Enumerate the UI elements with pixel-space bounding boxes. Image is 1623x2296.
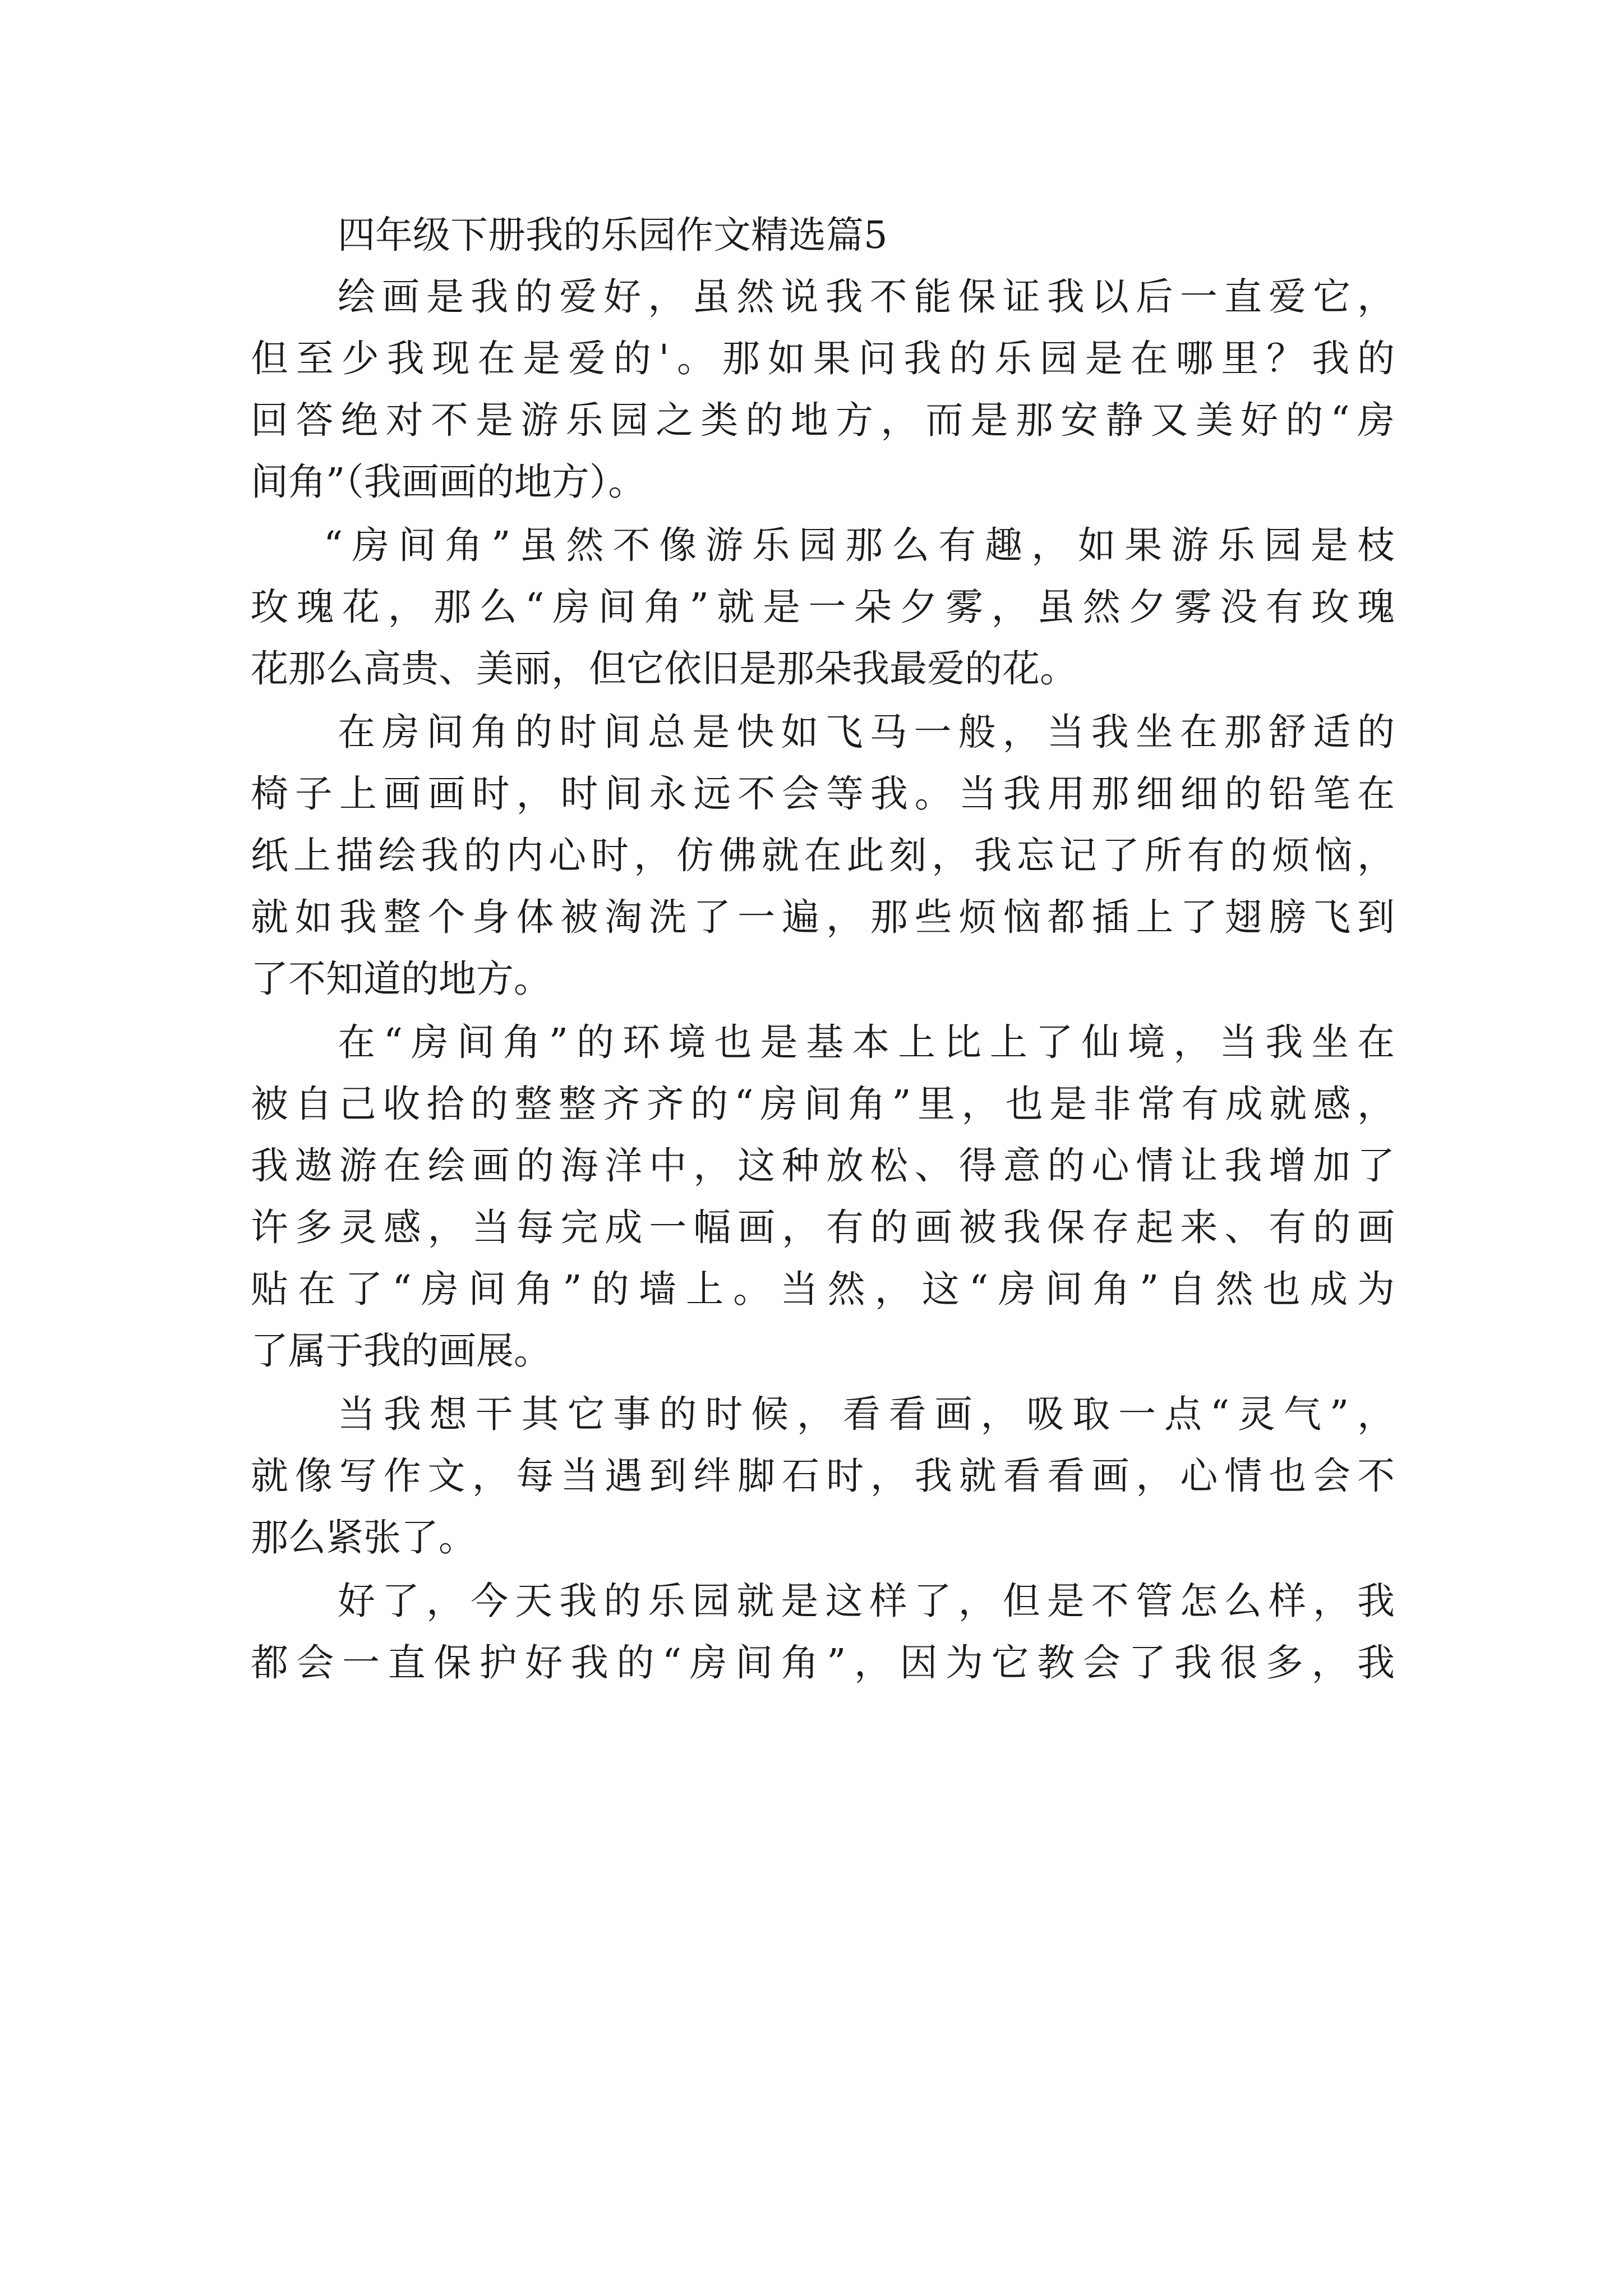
text-line: 好了，今天我的乐园就是这样了，但是不管怎么样，我 — [338, 1579, 1395, 1623]
text-line: 许多灵感，当每完成一幅画，有的画被我保存起来、有的画 — [251, 1205, 1395, 1249]
text-line: 花那么高贵、美丽，但它依旧是那朵我最爱的花。 — [251, 647, 1077, 691]
text-line: 玫瑰花，那么“房间角”就是一朵夕雾，虽然夕雾没有玫瑰 — [251, 585, 1395, 629]
text-line: 在“房间角”的环境也是基本上比上了仙境，当我坐在 — [338, 1020, 1395, 1064]
text-line: 纸上描绘我的内心时，仿佛就在此刻，我忘记了所有的烦恼， — [251, 834, 1395, 877]
text-line: “房间角”虽然不像游乐园那么有趣，如果游乐园是枝 — [324, 523, 1395, 567]
text-line: 回答绝对不是游乐园之类的地方，而是那安静又美好的“房 — [251, 398, 1395, 442]
text-line: 都会一直保护好我的“房间角”，因为它教会了我很多，我 — [251, 1641, 1395, 1685]
text-line: 但至少我现在是爱的'。那如果问我的乐园是在哪里？我的 — [251, 337, 1395, 380]
text-line: 间角”（我画画的地方）。 — [251, 460, 646, 504]
text-line: 我遨游在绘画的海洋中，这种放松、得意的心情让我增加了 — [251, 1144, 1395, 1188]
text-line: 当我想干其它事的时候，看看画，吸取一点“灵气”， — [338, 1392, 1395, 1436]
article-title: 四年级下册我的乐园作文精选篇5 — [338, 213, 888, 257]
text-line: 就像写作文，每当遇到绊脚石时，我就看看画，心情也会不 — [251, 1454, 1395, 1498]
text-line: 被自己收拾的整整齐齐的“房间角”里，也是非常有成就感， — [251, 1082, 1395, 1126]
text-line: 了不知道的地方。 — [251, 957, 551, 1001]
text-line: 就如我整个身体被淘洗了一遍，那些烦恼都插上了翅膀飞到 — [251, 895, 1395, 939]
text-line: 贴在了“房间角”的墙上。当然，这“房间角”自然也成为 — [251, 1267, 1395, 1311]
text-line: 那么紧张了。 — [251, 1516, 476, 1559]
text-line: 绘画是我的爱好，虽然说我不能保证我以后一直爱它， — [338, 275, 1395, 319]
text-line: 在房间角的时间总是快如飞马一般，当我坐在那舒适的 — [338, 710, 1395, 754]
text-line: 椅子上画画时，时间永远不会等我。当我用那细细的铅笔在 — [251, 772, 1395, 816]
text-line: 了属于我的画展。 — [251, 1329, 551, 1373]
